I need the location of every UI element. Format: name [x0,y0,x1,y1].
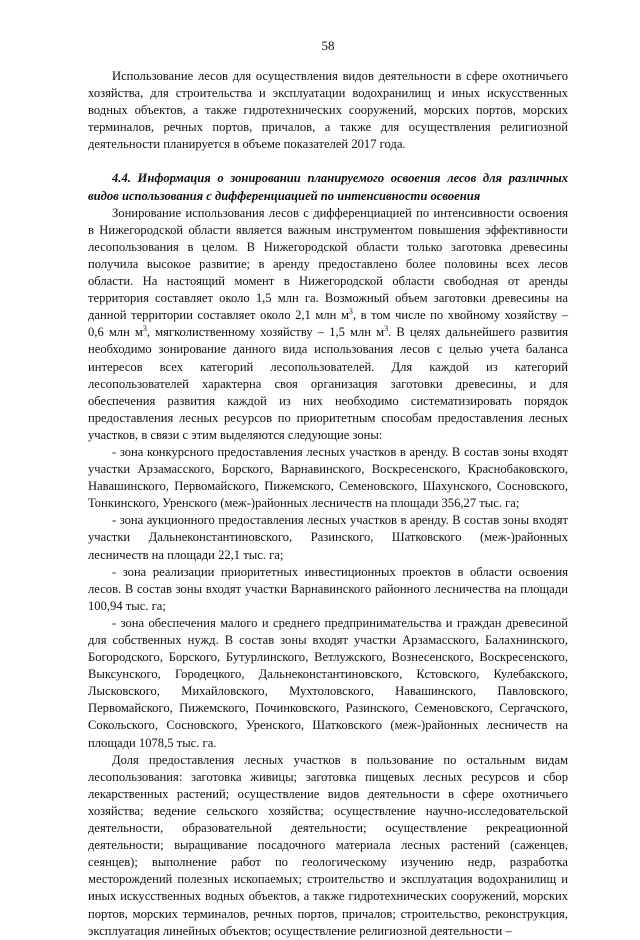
zoning-text-3: , мягколиственному хозяйству – 1,5 млн м [146,325,385,340]
zoning-paragraph [88,205,568,444]
zoning-text-4: . В целях дальнейшего развития необходимо зонирование данного вида использования лесов с целью учета баланса интересов всех категорий лесопользователей. Для каждой из категорий лесопользователей характерна своя организация заготовки древесины, и для обеспечения развития каждой из них необходимо систематизировать порядок предоставления лесных ресурсов по приоритетным способам предоставления лесных участков, в связи с этим выделяются следующие зоны: [88,325,568,442]
section-heading: 4.4. Информация о зонировании планируемого освоения лесов для различных видов использования с дифференциацией по интенсивности освоения [88,171,568,203]
zoning-text-1: Зонирование использования лесов с дифференциацией по интенсивности освоения в Нижегородской области является важным инструментом повышения эффективности лесопользования в целом. В Нижегородской области только заготовка древесины получила высокое развитие; в аренду предоставлено более половины всех лесов области. На настоящий момент в Нижегородской области свободная от аренды территория составляет около 1,5 млн га. Возможный объем заготовки древесины на данной территории составляет около 2,1 млн м [88,205,568,323]
cubic-superscript: 3 [348,307,353,317]
intro-paragraph: Использование лесов для осуществления видов деятельности в сфере охотничьего хозяйства, для строительства и эксплуатации водохранилищ и иных искусственных водных объектов, а также гидротехнических сооружений, морских портов, морских терминалов, речных портов, причалов, а также для осуществления религиозной деятельности планируется в объеме показателей 2017 года. [88,69,568,152]
zone-item-investment: - зона реализации приоритетных инвестиционных проектов в области освоения лесов. В состав зоны входят участки Варнавинского районного лесничества на площади 100,94 тыс. га; [88,564,568,613]
other-uses-paragraph: Доля предоставления лесных участков в пользование по остальным видам лесопользования: заготовка живицы; заготовка пищевых лесных ресурсов и сбор лекарственных растений; осуществление видов деятельности в сфере охотничьего хозяйства; ведение сельского хозяйства; осуществление научно-исследовательской деятельности, образовательной деятельности; осуществление рекреационной деятельности; выращивание посадочного материала лесных растений (саженцев, сеянцев); выполнение работ по геологическому изучению недр, разработка месторождений полезных ископаемых; строительство и эксплуатация водохранилищ и иных искусственных водных объектов, а также гидротехнических сооружений, морских портов, морских терминалов, речных портов, причалов; строительство, реконструкция, эксплуатация линейных объектов; осуществление религиозной деятельности – [88,752,568,938]
page-number: 58 [321,38,335,53]
zone-item-competitive: - зона конкурсного предоставления лесных участков в аренду. В состав зоны входят участки Арзамасского, Борского, Варнавинского, Воскресенского, Краснобаковского, Навашинского, Первомайского, Пижемского, Семеновского, Шахунского, Сосновского, Тонкинского, Уренского (меж-)районных лесничеств на площади 356,27 тыс. га; [88,444,568,511]
zoning-text-2: , в том числе по хвойному хозяйству – 0,6 млн м [88,308,568,340]
zone-item-small-business: - зона обеспечения малого и среднего предпринимательства и граждан древесиной для собственных нужд. В состав зоны входят участки Арзамасского, Балахнинского, Богородского, Борского, Бутурлинского, Ветлужского, Вознесенского, Воскресенского, Выксунского, Городецкого, Дальнеконстантиновского, Кстовского, Кулебакского, Лысковского, Михайловского, Мухтоловского, Навашинского, Павловского, Первомайского, Пижемского, Починковского, Разинского, Семеновского, Сергачского, Сокольского, Сосновского, Уренского, Шатковского (меж-)районных лесничеств на площади 1078,5 тыс. га. [88,615,568,750]
cubic-superscript: 3 [384,324,389,334]
zone-item-auction: - зона аукционного предоставления лесных участков в аренду. В состав зоны входят участки Дальнеконстантиновского, Разинского, Шатковского (меж-)районных лесничеств на площади 22,1 тыс. га; [88,513,568,562]
cubic-superscript: 3 [142,324,147,334]
